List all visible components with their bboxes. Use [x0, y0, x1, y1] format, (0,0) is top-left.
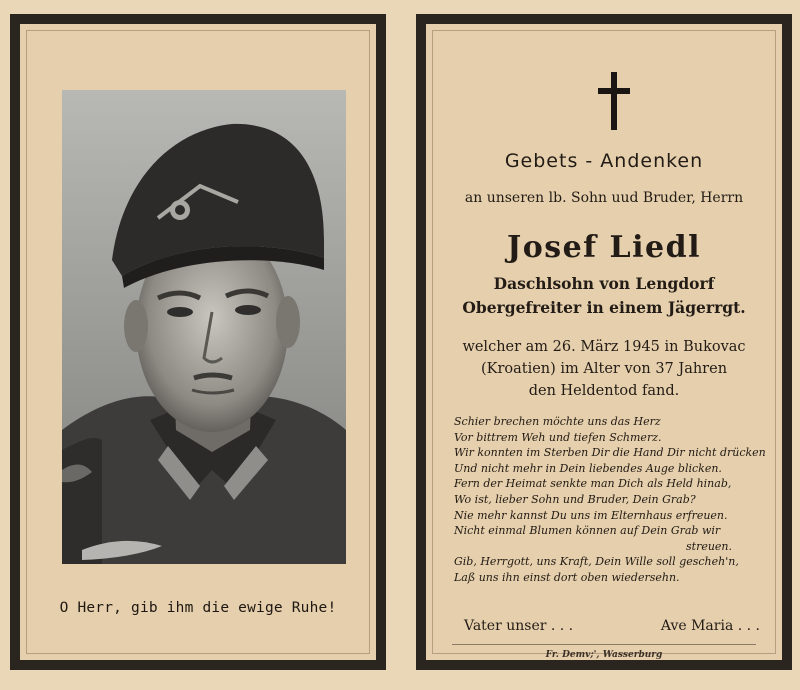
poem-line: Nie mehr kannst Du uns im Elternhaus erfreuen. [454, 508, 728, 522]
deceased-name: Josef Liedl [507, 230, 701, 265]
death-line: (Kroatien) im Alter von 37 Jahren [480, 361, 728, 377]
photo-caption: O Herr, gib ihm die ewige Ruhe! [59, 600, 337, 616]
right-panel [416, 14, 792, 670]
divider [452, 644, 756, 645]
cross-icon [594, 72, 634, 130]
death-line: welcher am 26. März 1945 in Bukovac [462, 339, 746, 355]
poem-line: Und nicht mehr in Dein liebendes Auge blicken. [454, 461, 722, 475]
memorial-poem [454, 414, 770, 586]
poem-line: Laß uns ihn einst dort oben wiedersehn. [454, 570, 680, 584]
deceased-origin: Daschlsohn von Lengdorf [493, 274, 715, 293]
poem-line: Nicht einmal Blumen können auf Dein Grab wir [454, 524, 721, 538]
death-notice [426, 336, 782, 402]
death-line: den Heldentod fand. [528, 383, 680, 399]
portrait-photo [62, 90, 346, 564]
poem-line: Wo ist, lieber Sohn und Bruder, Dein Grab? [454, 492, 696, 506]
card-title: Gebets - Andenken [504, 150, 704, 172]
left-panel [10, 14, 386, 670]
printer-imprint: Fr. Demv;', Wasserburg [545, 650, 663, 660]
poem-line: Gib, Herrgott, uns Kraft, Dein Wille soll gescheh'n, [454, 555, 739, 569]
prayers-row [464, 618, 760, 634]
poem-line: Vor bittrem Weh und tiefen Schmerz. [454, 430, 662, 444]
prayer-our-father: Vater unser . . . [464, 618, 574, 634]
deceased-rank: Obergefreiter in einem Jägerrgt. [462, 298, 746, 317]
portrait-illustration [62, 90, 346, 564]
poem-line: Schier brechen möchte uns das Herz [454, 415, 661, 428]
poem-line: Wir konnten im Sterben Dir die Hand Dir nicht drücken [454, 446, 766, 460]
prayer-hail-mary: Ave Maria . . . [660, 618, 760, 634]
poem-line: streuen. [686, 539, 733, 553]
card-subtitle: an unseren lb. Sohn uud Bruder, Herrn [464, 190, 744, 206]
poem-line: Fern der Heimat senkte man Dich als Held hinab, [454, 477, 732, 491]
